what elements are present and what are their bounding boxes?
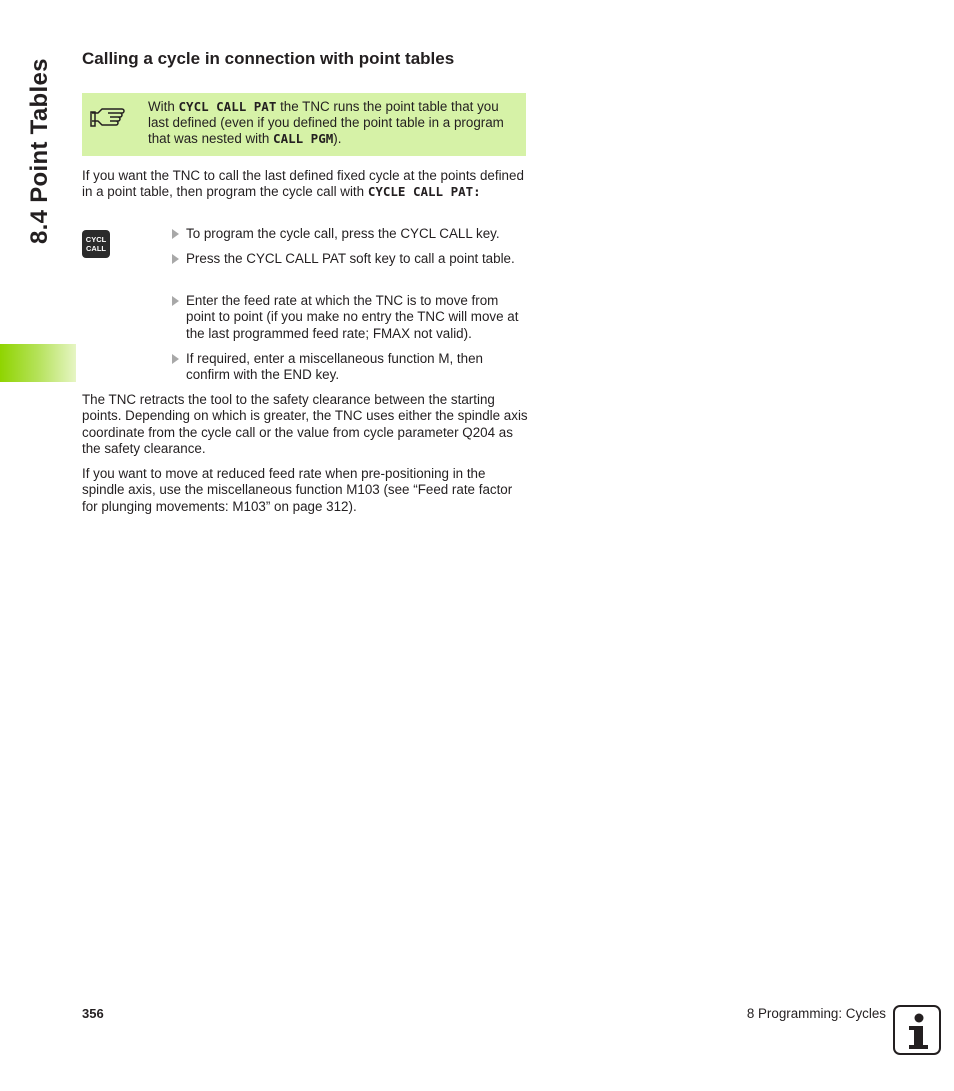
retract-paragraph: The TNC retracts the tool to the safety clearance between the starting points. Depending on which is greater, the TNC uses either the spindle axis coordinate from the cycle call or the value from cycle parameter Q204 as the safety clearance.: [82, 392, 528, 456]
code-call-pgm: CALL PGM: [273, 131, 334, 147]
step-item: Press the CYCL CALL PAT soft key to call a point table.: [172, 251, 526, 267]
arrow-right-icon: [172, 229, 179, 239]
note-text: With CYCL CALL PAT the TNC runs the point table that you last defined (even if you defined the point table in a program that was nested with CALL PGM).: [148, 99, 504, 147]
step-item: To program the cycle call, press the CYCL CALL key.: [172, 226, 526, 242]
side-tab-title: 8.4 Point Tables: [26, 58, 53, 244]
arrow-right-icon: [172, 354, 179, 364]
cycl-call-key-icon: CYCL CALL: [82, 230, 110, 258]
code-cycle-call-pat: CYCLE CALL PAT:: [367, 184, 481, 200]
chapter-title: 8 Programming: Cycles: [746, 1006, 886, 1021]
step-item: Enter the feed rate at which the TNC is to move from point to point (if you make no entry the TNC will move at the last programmed feed rate; FMAX not valid).: [172, 293, 526, 342]
side-section-marker: [0, 344, 76, 382]
pointing-hand-icon: [90, 103, 126, 131]
feed-rate-paragraph: If you want to move at reduced feed rate when pre-positioning in the spindle axis, use the miscellaneous function M103 (see “Feed rate factor for plunging movements: M103” on page 312).: [82, 466, 513, 514]
info-icon: [893, 1005, 941, 1055]
arrow-right-icon: [172, 254, 179, 264]
code-cycl-call-pat: CYCL CALL PAT: [178, 99, 277, 114]
note-box: [82, 93, 526, 156]
section-heading: Calling a cycle in connection with point tables: [82, 49, 455, 68]
step-item: If required, enter a miscellaneous function M, then confirm with the END key.: [172, 351, 526, 384]
intro-paragraph: If you want the TNC to call the last defined fixed cycle at the points defined in a point table, then program the cycle call with CYCLE CALL PAT:: [82, 168, 524, 200]
page-number: 356: [82, 1006, 104, 1021]
arrow-right-icon: [172, 296, 179, 306]
